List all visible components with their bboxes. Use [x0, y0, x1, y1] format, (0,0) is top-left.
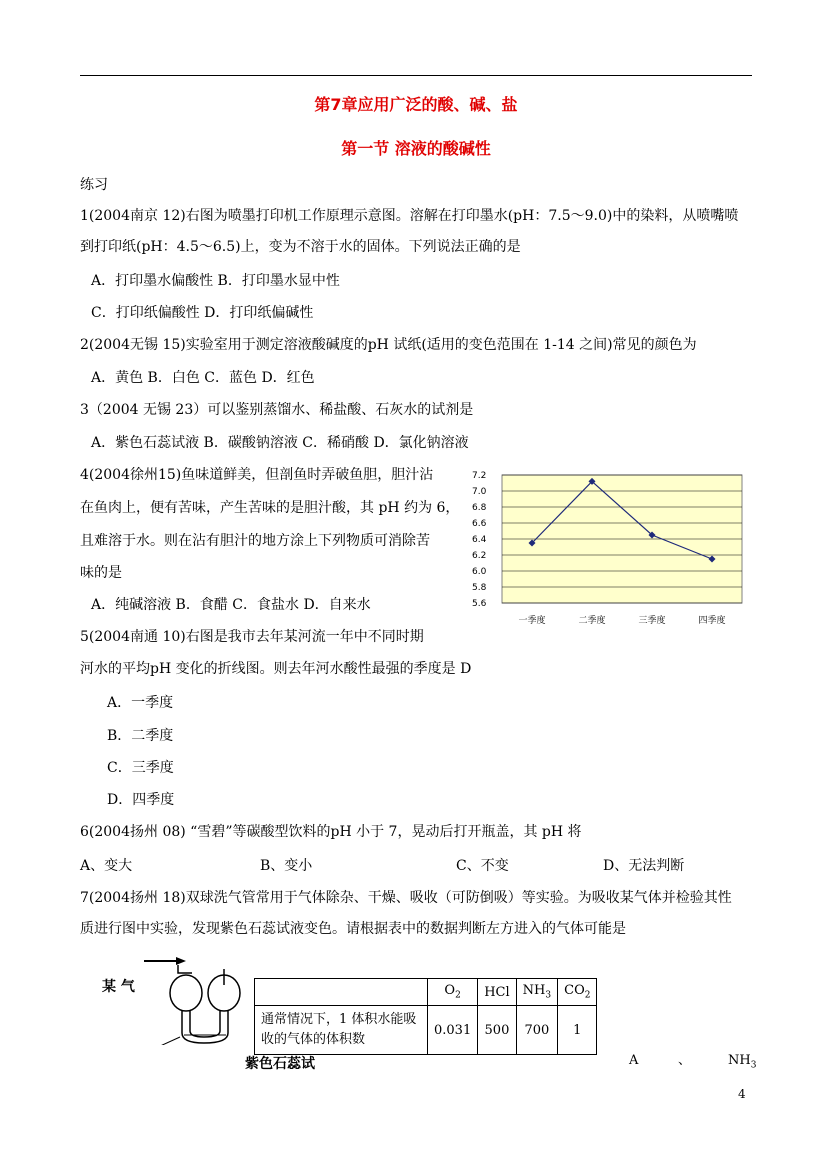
- y-tick-label: 6.0: [472, 567, 487, 577]
- x-tick-label: 四季度: [698, 616, 726, 626]
- label-leader-line: [158, 1037, 180, 1045]
- q5-option-a: A．一季度: [107, 695, 174, 711]
- header-o2-sub: 2: [455, 990, 461, 1001]
- q6-option-c: C、不变: [456, 858, 509, 874]
- q6-option-d: D、无法判断: [603, 858, 685, 874]
- u-tube-inner: [190, 1010, 220, 1037]
- q5-stem-line1: 5(2004南通 10)右图是我市去年某河流一年中不同时期: [80, 629, 424, 645]
- q4-stem-line1: 4(2004徐州15)鱼味道鲜美，但剖鱼时弄破鱼胆，胆汁沾: [80, 467, 434, 483]
- q7-stem-line1: 7(2004扬州 18)双球洗气管常用于气体除杂、干燥、吸收（可防倒吸）等实验。为吸收某气体并检验其性: [80, 890, 732, 906]
- y-tick-label: 5.8: [472, 583, 487, 593]
- section-title: 第一节 溶液的酸碱性: [341, 139, 491, 158]
- chapter-title: 第7章应用广泛的酸、碱、盐: [314, 95, 518, 114]
- ph-line-chart: [458, 465, 758, 635]
- y-tick-label: 6.2: [472, 551, 487, 561]
- q7-stem-line2: 质进行图中实验，发现紫色石蕊试液变色。请根据表中的数据判断左方进入的气体可能是: [80, 921, 626, 937]
- header-nh3-text: NH: [522, 983, 546, 999]
- y-tick-label: 6.4: [472, 535, 487, 545]
- q7-answer-a: A: [629, 1053, 639, 1068]
- header-rule: [80, 75, 752, 76]
- q1-options-line1: A．打印墨水偏酸性 B．打印墨水显中性: [91, 273, 340, 289]
- q4-options: A．纯碱溶液 B．食醋 C．食盐水 D．自来水: [91, 597, 371, 613]
- q5-option-b: B．二季度: [107, 728, 174, 744]
- q4-stem-line4: 味的是: [80, 565, 122, 581]
- y-tick-label: 6.8: [472, 503, 487, 513]
- header-co2-text: CO: [564, 983, 585, 999]
- q1-stem-line1: 1(2004南京 12)右图为喷墨打印机工作原理示意图。溶解在打印墨水(pH：7.5～9.0)中的染料，从喷嘴喷: [80, 208, 739, 224]
- q7-answer-nh3: [728, 1052, 756, 1075]
- q7-answer-nh3-sub: 3: [750, 1060, 757, 1071]
- inlet-tube: [178, 965, 192, 973]
- x-tick-label: 三季度: [638, 616, 666, 626]
- value-co2: 1: [558, 1006, 597, 1055]
- value-hcl: 500: [478, 1006, 516, 1055]
- header-hcl-text: HCl: [484, 984, 510, 1000]
- left-bulb: [170, 975, 202, 1011]
- q2-stem: 2(2004无锡 15)实验室用于测定溶液酸碱度的pH 试纸(适用的变色范围在 1-14 之间)常见的颜色为: [80, 337, 697, 353]
- y-tick-label: 7.0: [472, 487, 487, 497]
- q5-option-c: C．三季度: [107, 760, 174, 776]
- table-row: [255, 1006, 597, 1055]
- header-o2-text: O: [444, 983, 456, 999]
- q5-stem-line2: 河水的平均pH 变化的折线图。则去年河水酸性最强的季度是 D: [80, 661, 472, 677]
- header-nh3: [516, 979, 557, 1006]
- q5-option-d: D．四季度: [107, 792, 175, 808]
- value-nh3: 700: [516, 1006, 557, 1055]
- x-tick-label: 二季度: [578, 616, 606, 626]
- x-tick-labels: [518, 614, 725, 626]
- table-header-row: [255, 979, 597, 1006]
- q3-options: A．紫色石蕊试液 B．碳酸钠溶液 C．稀硝酸 D．氯化钠溶液: [91, 435, 469, 451]
- q1-stem-line2: 到打印纸(pH：4.5～6.5)上，变为不溶于水的固体。下列说法正确的是: [80, 239, 521, 255]
- gas-solubility-table: [254, 978, 597, 1055]
- q2-options: A．黄色 B．白色 C．蓝色 D．红色: [91, 370, 315, 386]
- row-label: 通常情况下，1 体积水能吸收的气体的体积数: [255, 1006, 428, 1055]
- q3-stem: 3（2004 无锡 23）可以鉴别蒸馏水、稀盐酸、石灰水的试剂是: [80, 402, 474, 418]
- x-tick-label: 一季度: [518, 616, 546, 626]
- value-o2: 0.031: [428, 1006, 478, 1055]
- header-hcl: [478, 979, 516, 1006]
- header-co2: [558, 979, 597, 1006]
- q4-stem-line2: 在鱼肉上，便有苦味，产生苦味的是胆汁酸，其 pH 约为 6，: [80, 500, 460, 516]
- arrow-head-icon: [176, 957, 186, 965]
- header-o2: [428, 979, 478, 1006]
- table-corner-cell: [255, 979, 428, 1006]
- double-bulb-gas-washer-diagram: [100, 955, 260, 1045]
- y-tick-label: 5.6: [472, 599, 487, 609]
- q6-option-a: A、变大: [80, 858, 133, 874]
- q6-stem: 6(2004扬州 08) “雪碧”等碳酸型饮料的pH 小于 7，晃动后打开瓶盖，其 pH 将: [80, 824, 582, 840]
- apparatus-label-litmus: 紫色石蕊试: [245, 1056, 315, 1072]
- header-co2-sub: 2: [584, 990, 591, 1001]
- header-nh3-sub: 3: [545, 990, 552, 1001]
- q7-answer-nh3-text: NH: [728, 1053, 751, 1068]
- q1-options-line2: C．打印纸偏酸性 D．打印纸偏碱性: [91, 305, 314, 321]
- y-tick-labels: [472, 471, 487, 609]
- y-tick-label: 7.2: [472, 471, 487, 481]
- exercise-label: 练习: [80, 177, 108, 193]
- page-number: 4: [738, 1087, 746, 1101]
- apparatus-label-gas: 某 气: [102, 979, 135, 995]
- q7-answer-separator: 、: [678, 1053, 692, 1068]
- u-tube: [182, 1010, 228, 1043]
- q4-stem-line3: 且难溶于水。则在沾有胆汁的地方涂上下列物质可消除苦: [80, 533, 430, 549]
- q6-option-b: B、变小: [260, 858, 313, 874]
- y-tick-label: 6.6: [472, 519, 487, 529]
